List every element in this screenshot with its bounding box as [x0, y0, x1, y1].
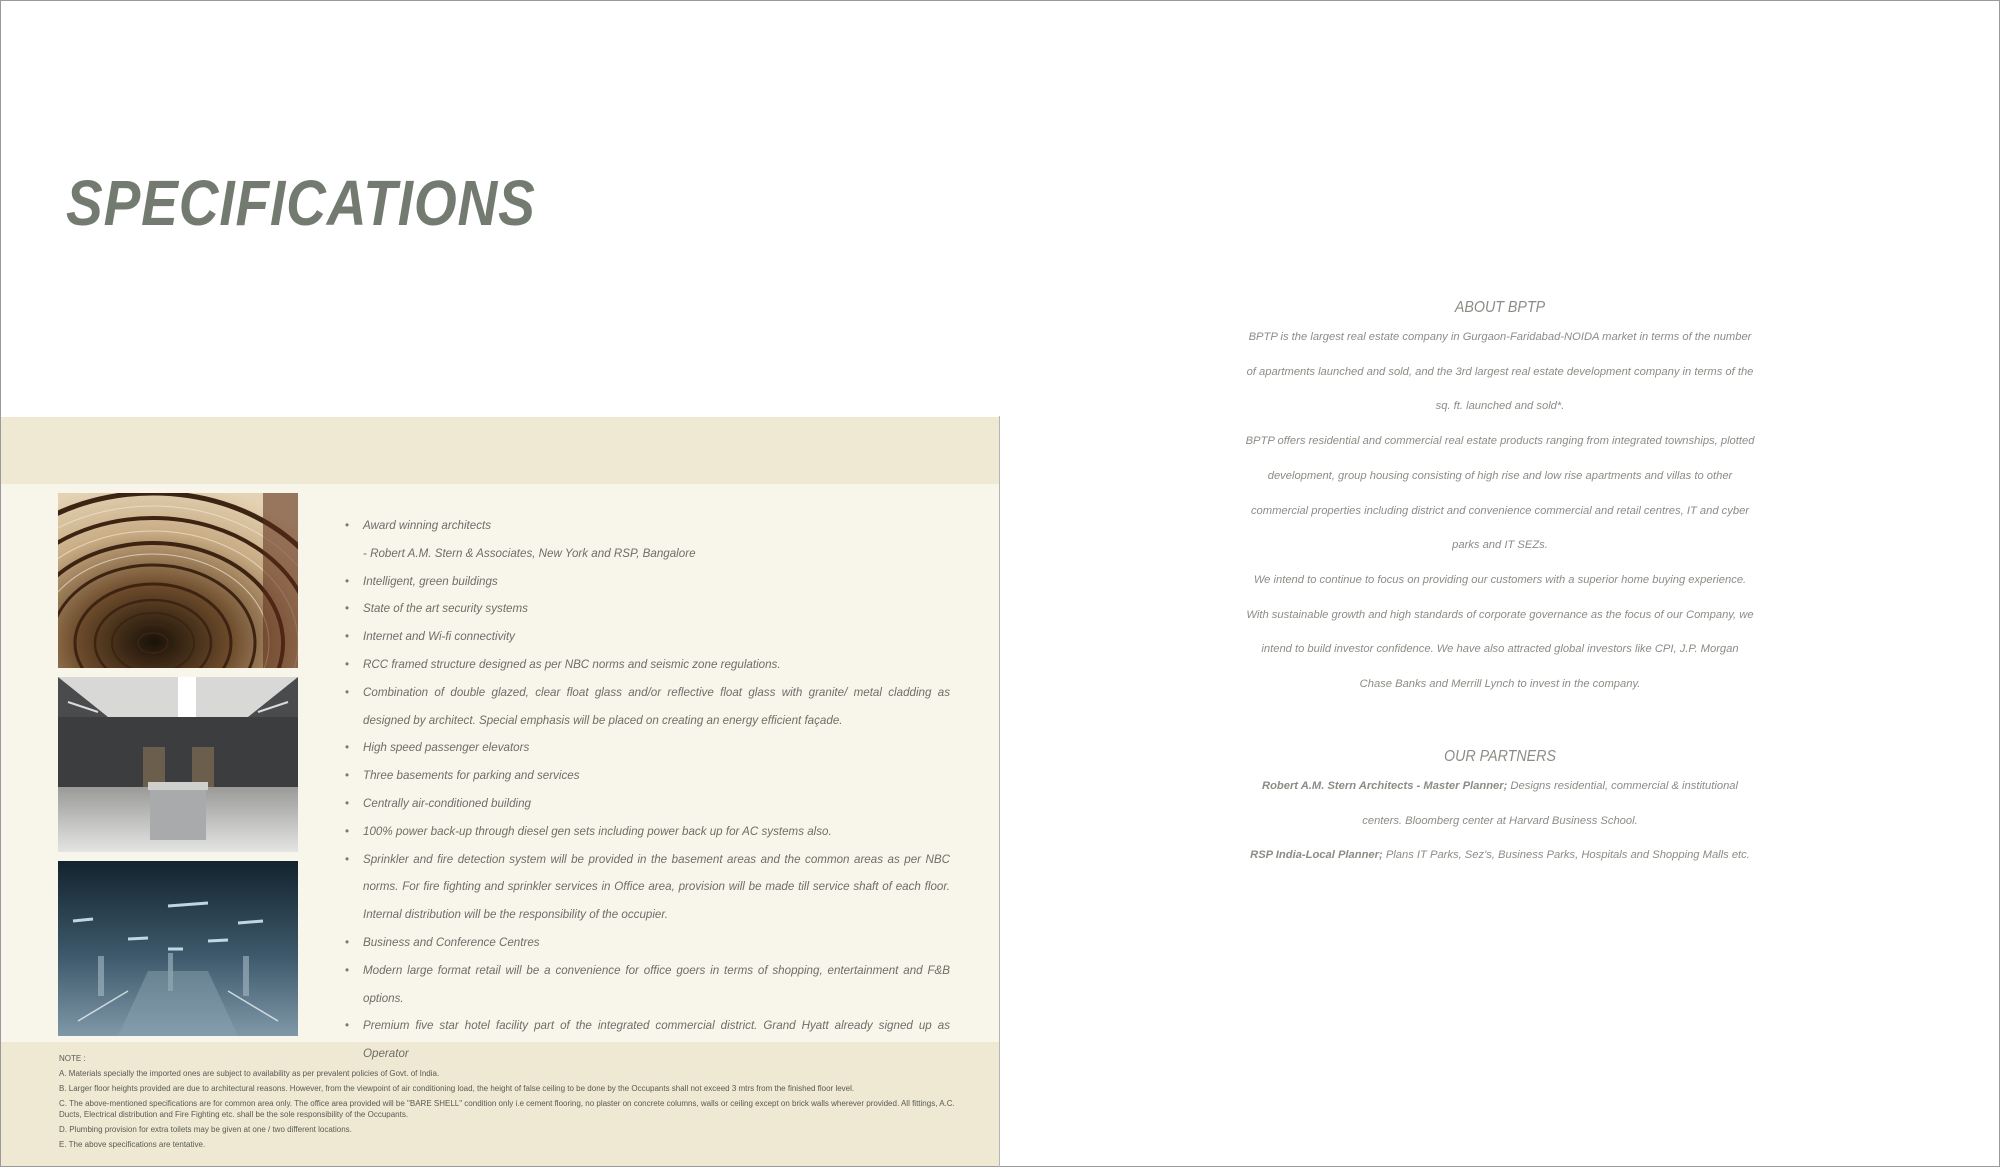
spec-item: • Premium five star hotel facility part of the integrated commercial district. Grand Hyatt already signed up as Operator [345, 1012, 950, 1068]
specifications-list [345, 512, 950, 1068]
note-item: B. Larger floor heights provided are due to architectural reasons. However, from the viewpoint of air conditioning load, the height of false ceiling to be done by the Occupants shall not exceed 3 mtrs from the finished floor level. [59, 1084, 855, 1093]
partner-description: Plans IT Parks, Sez's, Business Parks, Hospitals and Shopping Malls etc. [1382, 849, 1750, 861]
about-paragraph: We intend to continue to focus on providing our customers with a superior home buying experience. With sustainable growth and high standards of corporate governance as the focus of our Company, we intend to build investor confidence. We have also attracted global investors like CPI, J.P. Morgan Chase Banks and Merrill Lynch to invest in the company. [1246, 573, 1754, 691]
spec-item: • 100% power back-up through diesel gen sets including power back up for AC systems also. [345, 818, 950, 846]
about-section [1245, 296, 1755, 702]
spec-item: • Intelligent, green buildings [345, 568, 950, 596]
partner-entry [1245, 769, 1755, 838]
about-paragraph: BPTP is the largest real estate company in Gurgaon-Faridabad-NOIDA market in terms of the number of apartments launched and sold, and the 3rd largest real estate development company in terms of the sq. ft. launched and sold*. [1246, 331, 1754, 413]
spec-item: • Internet and Wi-fi connectivity [345, 623, 950, 651]
spec-item: • Three basements for parking and services [345, 762, 950, 790]
partner-name: RSP India-Local Planner; [1250, 849, 1383, 861]
note-item: E. The above specifications are tentative. [59, 1140, 206, 1149]
spec-item: • Sprinkler and fire detection system will be provided in the basement areas and the common areas as per NBC norms. For fire fighting and sprinkler services in Office area, provision will be made till service shaft of each floor. Internal distribution will be the responsibility of the occupier. [345, 846, 950, 929]
partners-heading: OUR PARTNERS [1443, 748, 1556, 765]
about-heading: ABOUT BPTP [1454, 299, 1546, 316]
note-item: A. Materials specially the imported ones are subject to availability as per prevalent policies of Govt. of India. [59, 1069, 440, 1078]
about-paragraph: BPTP offers residential and commercial real estate products ranging from integrated townships, plotted development, group housing consisting of high rise and low rise apartments and villas to other commercial properties including district and convenience commercial and retail centres, IT and cyber parks and IT SEZs. [1245, 435, 1755, 552]
partners-section [1245, 745, 1755, 873]
partner-name: Robert A.M. Stern Architects - Master Planner; [1261, 780, 1508, 792]
top-band [1, 417, 999, 484]
spec-item: • Business and Conference Centres [345, 929, 950, 957]
parking-photo [58, 861, 298, 1036]
page-divider [999, 416, 1000, 1167]
partner-description: Designs residential, commercial & institutional centers. Bloomberg center at Harvard Business School. [1362, 780, 1739, 827]
spec-item: • Combination of double glazed, clear float glass and/or reflective float glass with granite/ metal cladding as designed by architect. Special emphasis will be placed on creating an energy efficient façade. [345, 679, 950, 735]
spec-item: • RCC framed structure designed as per NBC norms and seismic zone regulations. [345, 651, 950, 679]
spec-item: • Modern large format retail will be a convenience for office goers in terms of shopping, entertainment and F&B options. [345, 957, 950, 1013]
notes-heading: NOTE : [59, 1054, 86, 1063]
lobby-photo [58, 677, 298, 852]
spec-item: • State of the art security systems [345, 595, 950, 623]
staircase-photo [58, 493, 298, 668]
spec-item: - Robert A.M. Stern & Associates, New York and RSP, Bangalore [363, 546, 696, 560]
spec-item: • High speed passenger elevators [345, 734, 950, 762]
page-title: SPECIFICATIONS [66, 167, 536, 239]
notes-section [59, 1053, 969, 1154]
note-item: C. The above-mentioned specifications are for common area only. The office area provided will be "BARE SHELL" condition only i.e cement flooring, no plaster on concrete columns, walls or ceiling except on brick walls wherever provided. All fittings, A.C. Ducts, Electrical distribution and Fire Fighting etc. shall be the sole responsibility of the Occupants. [59, 1099, 955, 1119]
note-item: D. Plumbing provision for extra toilets may be given at one / two different locations. [59, 1125, 352, 1134]
spec-item: • Centrally air-conditioned building [345, 790, 950, 818]
spec-item: • Award winning architects [345, 512, 950, 540]
partner-entry [1245, 838, 1755, 873]
